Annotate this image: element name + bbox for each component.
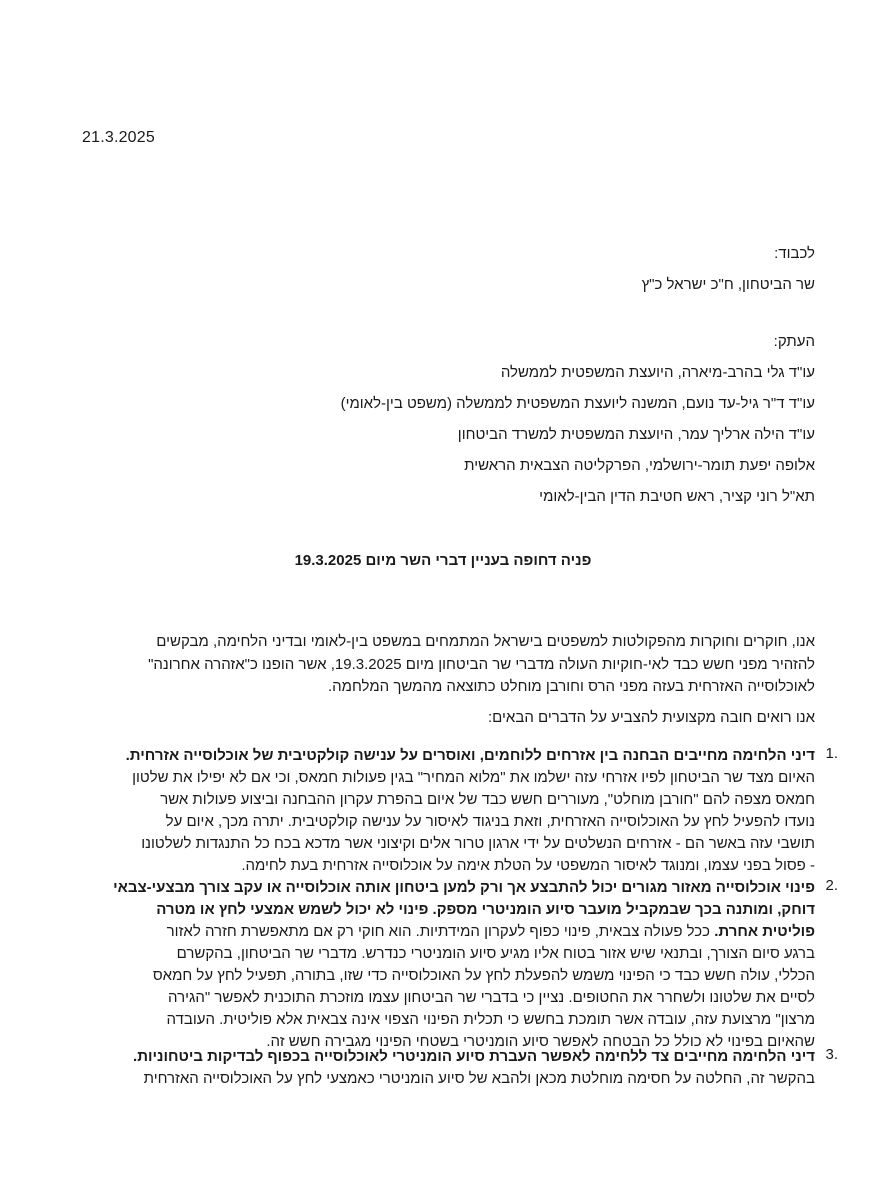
cc-recipient: עו"ד ד"ר גיל-עד נועם, המשנה ליועצת המשפטית לממשלה (משפט בין-לאומי) bbox=[340, 395, 815, 412]
item-heading: דיני הלחימה מחייבים הבחנה בין אזרחים ללוחמים, ואוסרים על ענישה קולקטיבית של אוכלוסייה אזרחית. bbox=[125, 747, 815, 764]
item-line: שהאיום בפינוי לא כולל כל הבטחה לאפשר סיוע הומניטרי בשטחי הפינוי מגבירה חשש זה. bbox=[266, 1033, 815, 1050]
intro-line: אנו, חוקרים וחוקרות מהפקולטות למשפטים בישראל המתמחים במשפט בין-לאומי ובדיני הלחימה, מבקשים bbox=[156, 633, 815, 650]
item-text: ככל פעולה צבאית, פינוי כפוף לעקרון המידתיות. הוא חוקי רק אם מתאפשרת חזרה לאזור bbox=[166, 923, 715, 940]
item-heading-tail: פוליטית אחרת. bbox=[714, 923, 815, 940]
to-label: לכבוד: bbox=[774, 245, 815, 262]
item-line: האיום מצד שר הביטחון לפיו אזרחי עזה ישלמו את "מלוא המחיר" בגין פעולות חמאס, וכי אם לא יפילו את שלטון bbox=[132, 769, 815, 786]
item-body bbox=[75, 1046, 815, 1090]
item-line: ברגע סיום הצורך, ובתנאי שיש אזור בטוח אליו מגיע סיוע הומניטרי כנדרש. מדברי שר הביטחון, בהקשרם bbox=[176, 945, 815, 962]
item-line: - פסול בפני עצמו, ומנוגד לאיסור המשפטי על הטלת אימה על אוכלוסייה אזרחית בעת לחימה. bbox=[241, 857, 815, 874]
to-recipient: שר הביטחון, ח"כ ישראל כ"ץ bbox=[641, 276, 815, 293]
item-line: חמאס מצפה להם "חורבן מוחלט", מעוררים חשש כבד של איום בהפרת עקרון ההבחנה וביצוע פעולות אשר bbox=[160, 791, 815, 808]
letter-date: 21.3.2025 bbox=[82, 129, 155, 146]
item-number: 3. bbox=[825, 1046, 838, 1063]
item-line: נועדו להפעיל לחץ על האוכלוסייה האזרחית, וזאת בניגוד לאיסור על ענישה קולקטיבית. יתרה מכך, איום על bbox=[165, 813, 815, 830]
item-line: הכללי, עולה חשש כבד כי הפינוי משמש להפעלת לחץ על האוכלוסייה כדי שזו, בתורה, תפעיל לחץ על חמאס bbox=[152, 967, 815, 984]
item-line: לסיים את שלטונו ולשחרר את החטופים. נציין כי בדברי שר הביטחון עצמו מוזכרת התוכנית לאפשר "הגירה bbox=[168, 989, 815, 1006]
intro-line: לאוכלוסייה האזרחית בעזה מפני הרס וחורבן מוחלט כתוצאה מהמשך המלחמה. bbox=[328, 678, 815, 695]
item-body bbox=[75, 745, 815, 877]
item-heading: פינוי אוכלוסייה מאזור מגורים יכול להתבצע אך ורק למען ביטחון אותה אוכלוסייה או עקב צורך מבצעי-צבאי bbox=[113, 879, 815, 896]
item-line: תושבי עזה באשר הם - אזרחים הנשלטים על ידי ארגון טרור אלים וקיצוני אשר מדכא בכח כל התנגדות לשלטונו bbox=[141, 835, 815, 852]
cc-recipient: תא"ל רוני קציר, ראש חטיבת הדין הבין-לאומי bbox=[539, 488, 815, 505]
cc-recipient: עו"ד הילה ארליך עמר, היועצת המשפטית למשרד הביטחון bbox=[457, 426, 815, 443]
item-body bbox=[75, 877, 815, 1053]
item-number: 2. bbox=[825, 877, 838, 894]
item-line: מרצון" מרצועת עזה, עובדה אשר תומכת בחשש כי תכלית הפינוי הצפוי אינה צבאית אלא פוליטית. העובדה bbox=[166, 1011, 815, 1028]
item-heading: דיני הלחימה מחייבים צד ללחימה לאפשר העברת סיוע הומניטרי לאוכלוסייה בכפוף לבדיקות ביטחוניות. bbox=[133, 1048, 815, 1065]
intro-line: להזהיר מפני חשש כבד לאי-חוקיות העולה מדברי שר הביטחון מיום 19.3.2025, אשר הופנו כ"אזהרה אחרונה" bbox=[148, 655, 815, 673]
lead-sentence: אנו רואים חובה מקצועית להצביע על הדברים הבאים: bbox=[487, 709, 815, 726]
intro-paragraph bbox=[60, 631, 815, 699]
cc-recipient: אלופה יפעת תומר-ירושלמי, הפרקליטה הצבאית הראשית bbox=[464, 457, 815, 474]
item-line: בהקשר זה, החלטה על חסימה מוחלטת מכאן ולהבא של סיוע הומניטרי כאמצעי לחץ על האוכלוסייה האזרחית bbox=[143, 1070, 815, 1087]
item-line bbox=[75, 921, 815, 943]
cc-label: העתק: bbox=[773, 333, 815, 350]
letter-subject: פניה דחופה בעניין דברי השר מיום 19.3.2025 bbox=[294, 552, 592, 569]
cc-recipient: עו"ד גלי בהרב-מיארה, היועצת המשפטית לממשלה bbox=[500, 364, 815, 381]
item-heading: דוחק, ומותנה בכך שבמקביל מועבר סיוע הומניטרי מספק. פינוי לא יכול לשמש אמצעי לחץ או מטרה bbox=[156, 901, 815, 918]
item-number: 1. bbox=[825, 745, 838, 762]
